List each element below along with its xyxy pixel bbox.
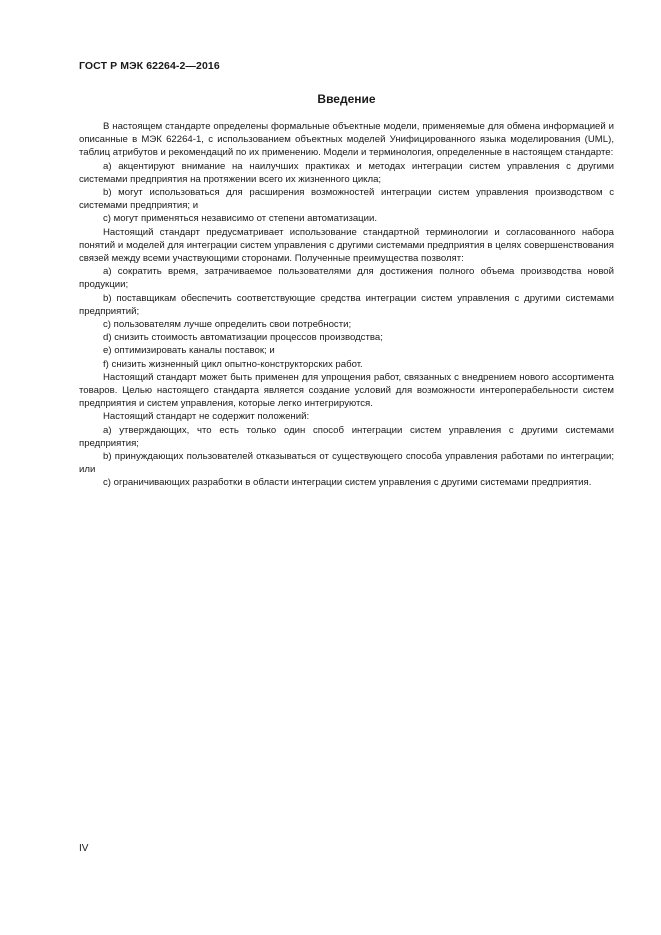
list-item: а) акцентируют внимание на наилучших практиках и методах интеграции систем управления с другими системами предприятия на протяжении всего их жизненного цикла;: [79, 160, 614, 185]
list-item: а) утверждающих, что есть только один способ интеграции систем управления с другими системами предприятия;: [79, 424, 614, 449]
list-item: c) ограничивающих разработки в области интеграции систем управления с другими системами предприятия.: [103, 477, 592, 489]
list-item: d) снизить стоимость автоматизации процессов производства;: [103, 332, 383, 344]
page-number: IV: [79, 843, 89, 854]
list-item: f) снизить жизненный цикл опытно-конструкторских работ.: [103, 358, 363, 370]
list-item: b) поставщикам обеспечить соответствующие средства интеграции систем управления с другими системами предприятий;: [79, 292, 614, 317]
paragraph: Настоящий стандарт не содержит положений:: [103, 411, 310, 423]
section-title: Введение: [317, 92, 376, 106]
paragraph: Настоящий стандарт может быть применен для упрощения работ, связанных с внедрением нового ассортимента товаров. Целью настоящего стандарта является создание условий для возможности интероперабельности систем предприятия и систем управления, которые легко интегрируются.: [79, 371, 614, 410]
list-item: c) могут применяться независимо от степени автоматизации.: [103, 213, 378, 225]
document-header: ГОСТ Р МЭК 62264-2—2016: [79, 60, 220, 72]
list-item: b) могут использоваться для расширения возможностей интеграции систем управления производством с системами предприятия; и: [79, 187, 614, 212]
list-item: b) принуждающих пользователей отказываться от существующего способа управления работами по интеграции; или: [79, 451, 614, 476]
body-text: [79, 120, 614, 490]
list-item: е) оптимизировать каналы поставок; и: [103, 345, 275, 357]
paragraph: В настоящем стандарте определены формальные объектные модели, применяемые для обмена информацией и описанные в МЭК 62264-1, с использованием объектных моделей Унифицированного языка моделирования (UML), таблиц атрибутов и рекомендаций по их применению. Модели и терминология, определенные в настоящем стандарте:: [79, 121, 614, 159]
list-item: c) пользователям лучше определить свои потребности;: [103, 319, 352, 331]
paragraph: Настоящий стандарт предусматривает использование стандартной терминологии и согласованного набора понятий и моделей для интеграции систем управления с другими системами предприятия в целях совершенствования связей между всеми участвующими сторонами. Полученные преимущества позволят:: [79, 226, 614, 265]
list-item: а) сократить время, затрачиваемое пользователями для достижения полного объема производства новой продукции;: [79, 266, 614, 291]
